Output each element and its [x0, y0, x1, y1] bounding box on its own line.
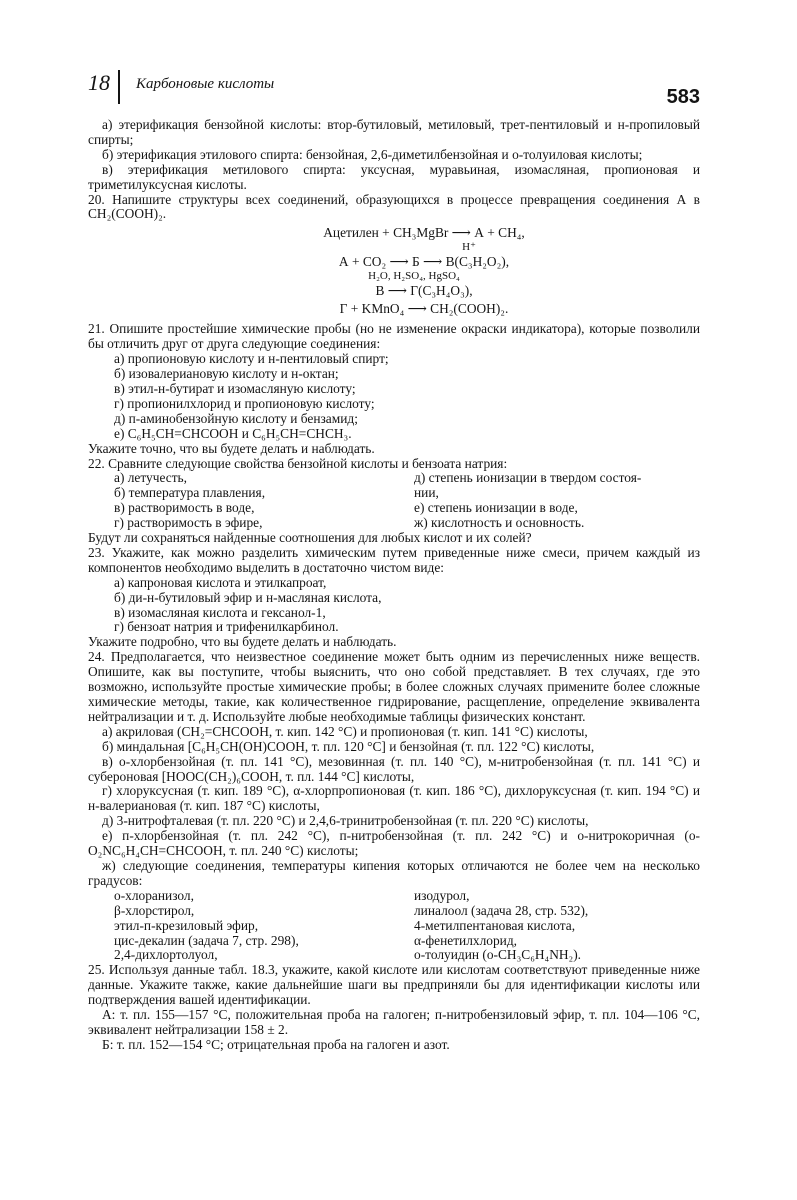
list-item: изодурол,	[414, 887, 470, 903]
q22-text: 22. Сравните следующие свойства бензойной кислоты и бензоата натрия:	[88, 455, 508, 471]
page-body	[88, 118, 700, 1053]
q23-list	[114, 576, 700, 636]
list-item: 2,4-дихлортолуол,	[114, 947, 218, 963]
list-item: б) температура плавления,	[114, 485, 266, 501]
q23-text: 23. Укажите, как можно разделить химическим путем приведенные ниже смеси, причем каждый из компонентов необходимо выделить в достаточно чистом виде:	[88, 544, 700, 575]
list-item: нии,	[414, 485, 439, 501]
list-item: е) C₆H₅CH=CHCOOH и C₆H₅CH=CHCH₃.	[114, 425, 352, 441]
q19-item-a: а) этерификация бензойной кислоты: втор-бутиловый, метиловый, трет-пентиловый и н-пропиловый спирты;	[88, 117, 700, 147]
list-item: е) степень ионизации в воде,	[414, 500, 578, 516]
q23-tail: Укажите подробно, что вы будете делать и наблюдать.	[88, 634, 397, 650]
list-item: линалоол (задача 28, стр. 532),	[414, 902, 589, 918]
equation-4: Г + KMnO₄ ⟶ CH₂(COOH)₂.	[339, 301, 509, 317]
equation-2-condition: H⁺	[462, 241, 476, 254]
running-header	[88, 70, 708, 110]
q24-item-zh: ж) следующие соединения, температуры кипения которых отличаются не более чем на несколько градусов:	[88, 857, 700, 888]
q25-text: 25. Используя данные табл. 18.3, укажите, какой кислоте или кислотам соответствуют приведенные ниже данные. Укажите также, какие дальнейшие шаги вы предприняли бы для идентификации кислоты или подтверждения вашей идентификации.	[88, 962, 700, 1008]
equation-1: Ацетилен + CH₃MgBr ⟶ А + CH₄,	[323, 225, 525, 241]
list-item: а) летучесть,	[114, 470, 188, 486]
list-item: β-хлорстирол,	[114, 902, 195, 918]
q19-item-v: в) этерификация метилового спирта: уксусная, муравьиная, изомасляная, пропионовая и триметилуксусная кислоты.	[88, 161, 700, 192]
list-item: г) растворимость в эфире,	[114, 515, 263, 531]
q24-item-g: г) хлоруксусная (т. кип. 189 °C), α-хлорпропионовая (т. кип. 186 °C), дихлоруксусная (т. кип. 194 °C) и н-валериановая (т. кип. 187 °C) кислоты,	[88, 783, 700, 814]
list-item: α-фенетилхлорид,	[414, 932, 517, 948]
chapter-number: 18	[88, 70, 110, 95]
header-divider	[118, 70, 120, 104]
q21-list	[114, 352, 700, 441]
q21-text: 21. Опишите простейшие химические пробы (но не изменение окраски индикатора), которые позволили бы отличить друг от друга следующие соединения:	[88, 321, 700, 352]
chapter-title: Карбоновые кислоты	[136, 76, 275, 92]
list-item: в) изомасляная кислота и гексанол-1,	[114, 604, 326, 620]
list-item: д) степень ионизации в твердом состоя-	[414, 470, 642, 486]
q24-item-a: а) акриловая (CH₂=CHCOOH, т. кип. 142 °C) и пропионовая (т. кип. 141 °C) кислоты,	[102, 723, 588, 739]
page-number: 583	[666, 86, 700, 108]
list-item: д) п-аминобензойную кислоту и бензамид;	[114, 410, 358, 426]
list-item: г) пропионилхлорид и пропионовую кислоту;	[114, 395, 375, 411]
q24-item-v: в) о-хлорбензойная (т. пл. 141 °C), мезовинная (т. пл. 140 °C), м-нитробензойная (т. пл. 141 °C) и субероновая [HOOC(CH₂)₆COOH, т. пл. 144 °C] кислоты,	[88, 753, 700, 784]
q24-compounds	[114, 889, 700, 964]
list-item: о-толуидин (о-CH₃C₆H₄NH₂).	[414, 947, 582, 963]
equation-3-condition: H₂O, H₂SO₄, HgSO₄	[368, 270, 460, 283]
list-item: в) растворимость в воде,	[114, 500, 255, 516]
q22-properties	[114, 471, 700, 531]
list-item: г) бензоат натрия и трифенилкарбинол.	[114, 619, 339, 635]
list-item: б) изовалериановую кислоту и н-октан;	[114, 366, 339, 382]
list-item: а) капроновая кислота и этилкапроат,	[114, 574, 327, 590]
q19-item-b: б) этерификация этилового спирта: бензойная, 2,6-диметилбензойная и о-толуиловая кислоты;	[102, 146, 643, 162]
q24-item-b: б) миндальная [C₆H₅CH(OH)COOH, т. пл. 120 °C] и бензойная (т. пл. 122 °C) кислоты,	[102, 738, 595, 754]
list-item: 4-метилпентановая кислота,	[414, 917, 576, 933]
list-item: б) ди-н-бутиловый эфир и н-масляная кислота,	[114, 589, 382, 605]
equation-2: А + CO₂ ⟶ Б ⟶ В(C₃H₂O₂),	[338, 254, 510, 270]
equation-3: В ⟶ Г(C₃H₄O₃),	[375, 283, 473, 299]
list-item: в) этил-н-бутират и изомасляную кислоту;	[114, 380, 356, 396]
q24-text: 24. Предполагается, что неизвестное соединение может быть одним из перечисленных ниже веществ. Опишите, как вы поступите, чтобы выяснить, что оно собой представляет. В тех случаях, где это возможно, используйте простые химические пробы; в более сложных случаях примените более сложные химические методы, такие, как количественное гидрирование, расщепление, определение эквивалента нейтрализации и т. д. Используйте любые необходимые таблицы физических констант.	[88, 649, 700, 724]
q24-item-e: е) п-хлорбензойная (т. пл. 242 °C), п-нитробензойная (т. пл. 242 °C) и о-нитрокоричная (о-O₂NC₆H₄CH=CHCOOH, т. пл. 240 °C) кислоты;	[88, 828, 700, 859]
list-item: а) пропионовую кислоту и н-пентиловый спирт;	[114, 351, 389, 367]
list-item: ж) кислотность и основность.	[414, 515, 585, 531]
q20-text: 20. Напишите структуры всех соединений, образующихся в процессе превращения соединения А в CH₂(COOH)₂.	[88, 191, 700, 222]
q21-tail: Укажите точно, что вы будете делать и наблюдать.	[88, 440, 375, 456]
q22-tail: Будут ли сохраняться найденные соотношения для любых кислот и их солей?	[88, 530, 532, 546]
q25-item-a: А: т. пл. 155—157 °C, положительная проба на галоген; п-нитробензиловый эфир, т. пл. 104—106 °C, эквивалент нейтрализации 158 ± 2.	[88, 1007, 700, 1037]
list-item: этил-п-крезиловый эфир,	[114, 917, 259, 933]
q25-item-b: Б: т. пл. 152—154 °C; отрицательная проба на галоген и азот.	[102, 1036, 450, 1052]
q20-equations	[88, 224, 700, 318]
list-item: цис-декалин (задача 7, стр. 298),	[114, 932, 299, 948]
q24-item-d: д) 3-нитрофталевая (т. пл. 220 °C) и 2,4,6-тринитробензойная (т. пл. 220 °C) кислоты,	[102, 813, 589, 829]
list-item: о-хлоранизол,	[114, 887, 194, 903]
